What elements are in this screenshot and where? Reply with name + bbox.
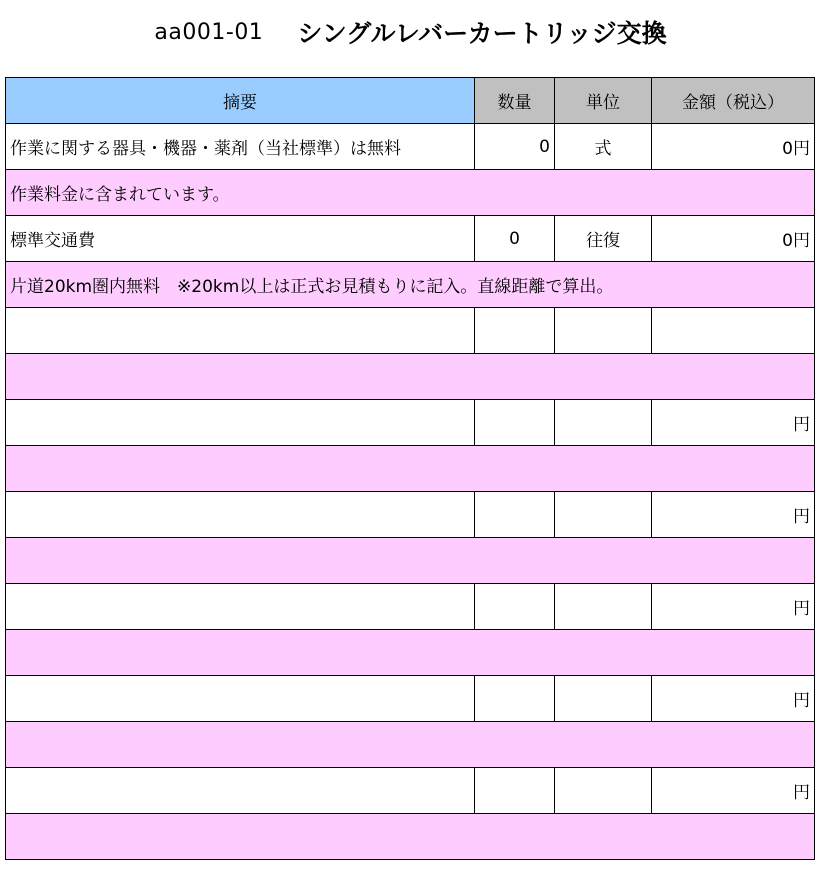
item-quantity[interactable]: 0 <box>475 216 555 262</box>
item-note[interactable] <box>6 354 815 400</box>
item-amount[interactable]: 円 <box>652 584 815 630</box>
item-description[interactable] <box>6 676 475 722</box>
item-description[interactable]: 標準交通費 <box>6 216 475 262</box>
note-row <box>6 446 815 492</box>
page-title: シングルレバーカートリッジ交換 <box>297 19 667 48</box>
item-quantity[interactable] <box>475 584 555 630</box>
item-row <box>6 400 815 446</box>
item-note[interactable] <box>6 630 815 676</box>
item-quantity[interactable] <box>475 768 555 814</box>
item-row <box>6 124 815 170</box>
item-quantity[interactable]: 0 <box>475 124 555 170</box>
item-row <box>6 584 815 630</box>
item-description[interactable] <box>6 768 475 814</box>
item-note[interactable]: 片道20km圏内無料 ※20km以上は正式お見積もりに記入。直線距離で算出。 <box>6 262 815 308</box>
item-amount[interactable]: 円 <box>652 676 815 722</box>
item-description[interactable]: 作業に関する器具・機器・薬剤（当社標準）は無料 <box>6 124 475 170</box>
item-row <box>6 492 815 538</box>
estimate-table <box>5 77 815 860</box>
item-row <box>6 216 815 262</box>
item-unit[interactable] <box>555 584 652 630</box>
item-unit[interactable] <box>555 400 652 446</box>
header-row <box>6 78 815 124</box>
item-note[interactable] <box>6 722 815 768</box>
column-header-description: 摘要 <box>6 78 475 124</box>
item-unit[interactable] <box>555 492 652 538</box>
column-header-unit: 単位 <box>555 78 652 124</box>
item-unit[interactable] <box>555 676 652 722</box>
column-header-amount: 金額（税込） <box>652 78 815 124</box>
item-note[interactable] <box>6 538 815 584</box>
note-row <box>6 630 815 676</box>
item-unit[interactable]: 式 <box>555 124 652 170</box>
note-row <box>6 262 815 308</box>
note-row <box>6 538 815 584</box>
item-amount[interactable] <box>652 308 815 354</box>
item-row <box>6 676 815 722</box>
item-code: aa001-01 <box>154 19 264 45</box>
item-unit[interactable] <box>555 768 652 814</box>
item-quantity[interactable] <box>475 400 555 446</box>
note-row <box>6 722 815 768</box>
item-description[interactable] <box>6 400 475 446</box>
item-description[interactable] <box>6 308 475 354</box>
item-quantity[interactable] <box>475 676 555 722</box>
item-description[interactable] <box>6 584 475 630</box>
item-amount[interactable]: 円 <box>652 492 815 538</box>
note-row <box>6 354 815 400</box>
item-row <box>6 768 815 814</box>
item-amount[interactable]: 円 <box>652 768 815 814</box>
item-note[interactable] <box>6 814 815 860</box>
item-unit[interactable]: 往復 <box>555 216 652 262</box>
page-title-bar <box>0 0 821 64</box>
column-header-quantity: 数量 <box>475 78 555 124</box>
note-row <box>6 170 815 216</box>
item-unit[interactable] <box>555 308 652 354</box>
note-row <box>6 814 815 860</box>
item-quantity[interactable] <box>475 492 555 538</box>
item-amount[interactable]: 0円 <box>652 216 815 262</box>
item-row <box>6 308 815 354</box>
item-description[interactable] <box>6 492 475 538</box>
item-amount[interactable]: 円 <box>652 400 815 446</box>
item-amount[interactable]: 0円 <box>652 124 815 170</box>
item-quantity[interactable] <box>475 308 555 354</box>
item-note[interactable]: 作業料金に含まれています。 <box>6 170 815 216</box>
item-note[interactable] <box>6 446 815 492</box>
